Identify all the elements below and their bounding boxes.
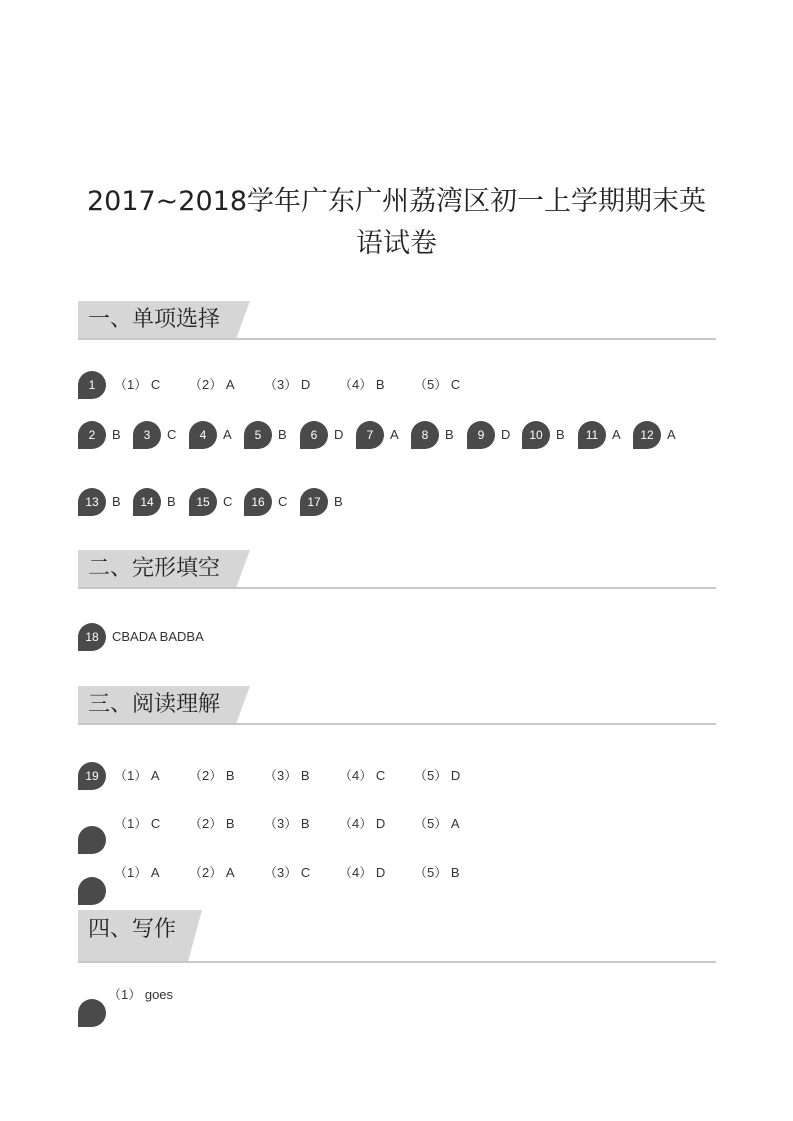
question-number-badge: 5 xyxy=(244,421,272,449)
answer-item: （2） A xyxy=(189,865,235,880)
answer-item: （3） D xyxy=(264,377,311,392)
section-divider xyxy=(78,961,716,963)
answer-item: （4） D xyxy=(339,865,386,880)
question-number-badge: 11 xyxy=(578,421,606,449)
section-header-cloze xyxy=(78,550,716,590)
document-title-line2: 语试卷 xyxy=(356,228,437,259)
answer-item: （3） B xyxy=(264,768,310,783)
document-title-line1: 2017~2018学年广东广州荔湾区初一上学期期末英 xyxy=(86,186,707,217)
answer-value: A xyxy=(612,427,621,442)
questions-13-17-row xyxy=(78,488,378,516)
answer-value: B xyxy=(445,427,454,442)
answer-value: D xyxy=(334,427,344,442)
question-number-badge: 9 xyxy=(467,421,495,449)
answer-item: （1） A xyxy=(114,865,160,880)
section-header-reading xyxy=(78,686,716,726)
answer-value: C xyxy=(223,494,233,509)
answer-item: （4） D xyxy=(339,816,386,831)
question-number-badge: 17 xyxy=(300,488,328,516)
section-divider xyxy=(78,723,716,725)
question-number-badge xyxy=(78,826,106,854)
answer-value: C xyxy=(278,494,288,509)
answer-value: B xyxy=(334,494,343,509)
question-number-badge: 19 xyxy=(78,762,106,790)
question-number-badge: 15 xyxy=(189,488,217,516)
answer-value: A xyxy=(390,427,399,442)
question-number-badge: 13 xyxy=(78,488,106,516)
answer-item: （5） C xyxy=(414,377,461,392)
question-number-badge: 7 xyxy=(356,421,384,449)
question-number-badge xyxy=(78,877,106,905)
answer-item: （4） B xyxy=(339,377,385,392)
answer-item: （5） B xyxy=(414,865,460,880)
question-number-badge: 14 xyxy=(133,488,161,516)
answer-item: （1） goes xyxy=(108,987,174,1002)
answer-item: （2） A xyxy=(189,377,235,392)
section-title: 二、完形填空 xyxy=(88,556,221,581)
answer-value: B xyxy=(112,494,121,509)
question-number-badge: 6 xyxy=(300,421,328,449)
section-header-writing xyxy=(78,910,716,964)
answer-item: （1） A xyxy=(114,768,160,783)
answer-item: （3） B xyxy=(264,816,310,831)
question-number-badge: 4 xyxy=(189,421,217,449)
question-number-badge: 3 xyxy=(133,421,161,449)
answer-value: B xyxy=(556,427,565,442)
answer-value: B xyxy=(112,427,121,442)
section-divider xyxy=(78,587,716,589)
answer-value: A xyxy=(667,427,676,442)
question-number-badge: 2 xyxy=(78,421,106,449)
answer-item: （4） C xyxy=(339,768,386,783)
question-number-badge: 18 xyxy=(78,623,106,651)
answer-item: （5） A xyxy=(414,816,460,831)
question-number-badge: 8 xyxy=(411,421,439,449)
section-header-single-choice xyxy=(78,301,716,341)
answer-item: （3） C xyxy=(264,865,311,880)
section-title: 一、单项选择 xyxy=(88,307,221,332)
answer-value: CBADA BADBA xyxy=(112,629,204,644)
answer-value: B xyxy=(278,427,287,442)
answer-value: C xyxy=(167,427,177,442)
section-divider xyxy=(78,338,716,340)
question-number-badge: 1 xyxy=(78,371,106,399)
question-number-badge: 10 xyxy=(522,421,550,449)
answer-item: （5） D xyxy=(414,768,461,783)
section-title: 三、阅读理解 xyxy=(88,692,221,717)
question-number-badge: 16 xyxy=(244,488,272,516)
answer-item: （2） B xyxy=(189,816,235,831)
questions-2-12-row xyxy=(78,421,718,449)
question-number-badge: 12 xyxy=(633,421,661,449)
answer-value: D xyxy=(501,427,511,442)
answer-item: （2） B xyxy=(189,768,235,783)
section-title: 四、写作 xyxy=(88,917,177,942)
answer-value: B xyxy=(167,494,176,509)
answer-value: A xyxy=(223,427,232,442)
answer-item: （1） C xyxy=(114,816,161,831)
question-number-badge xyxy=(78,999,106,1027)
answer-item: （1） C xyxy=(114,377,161,392)
